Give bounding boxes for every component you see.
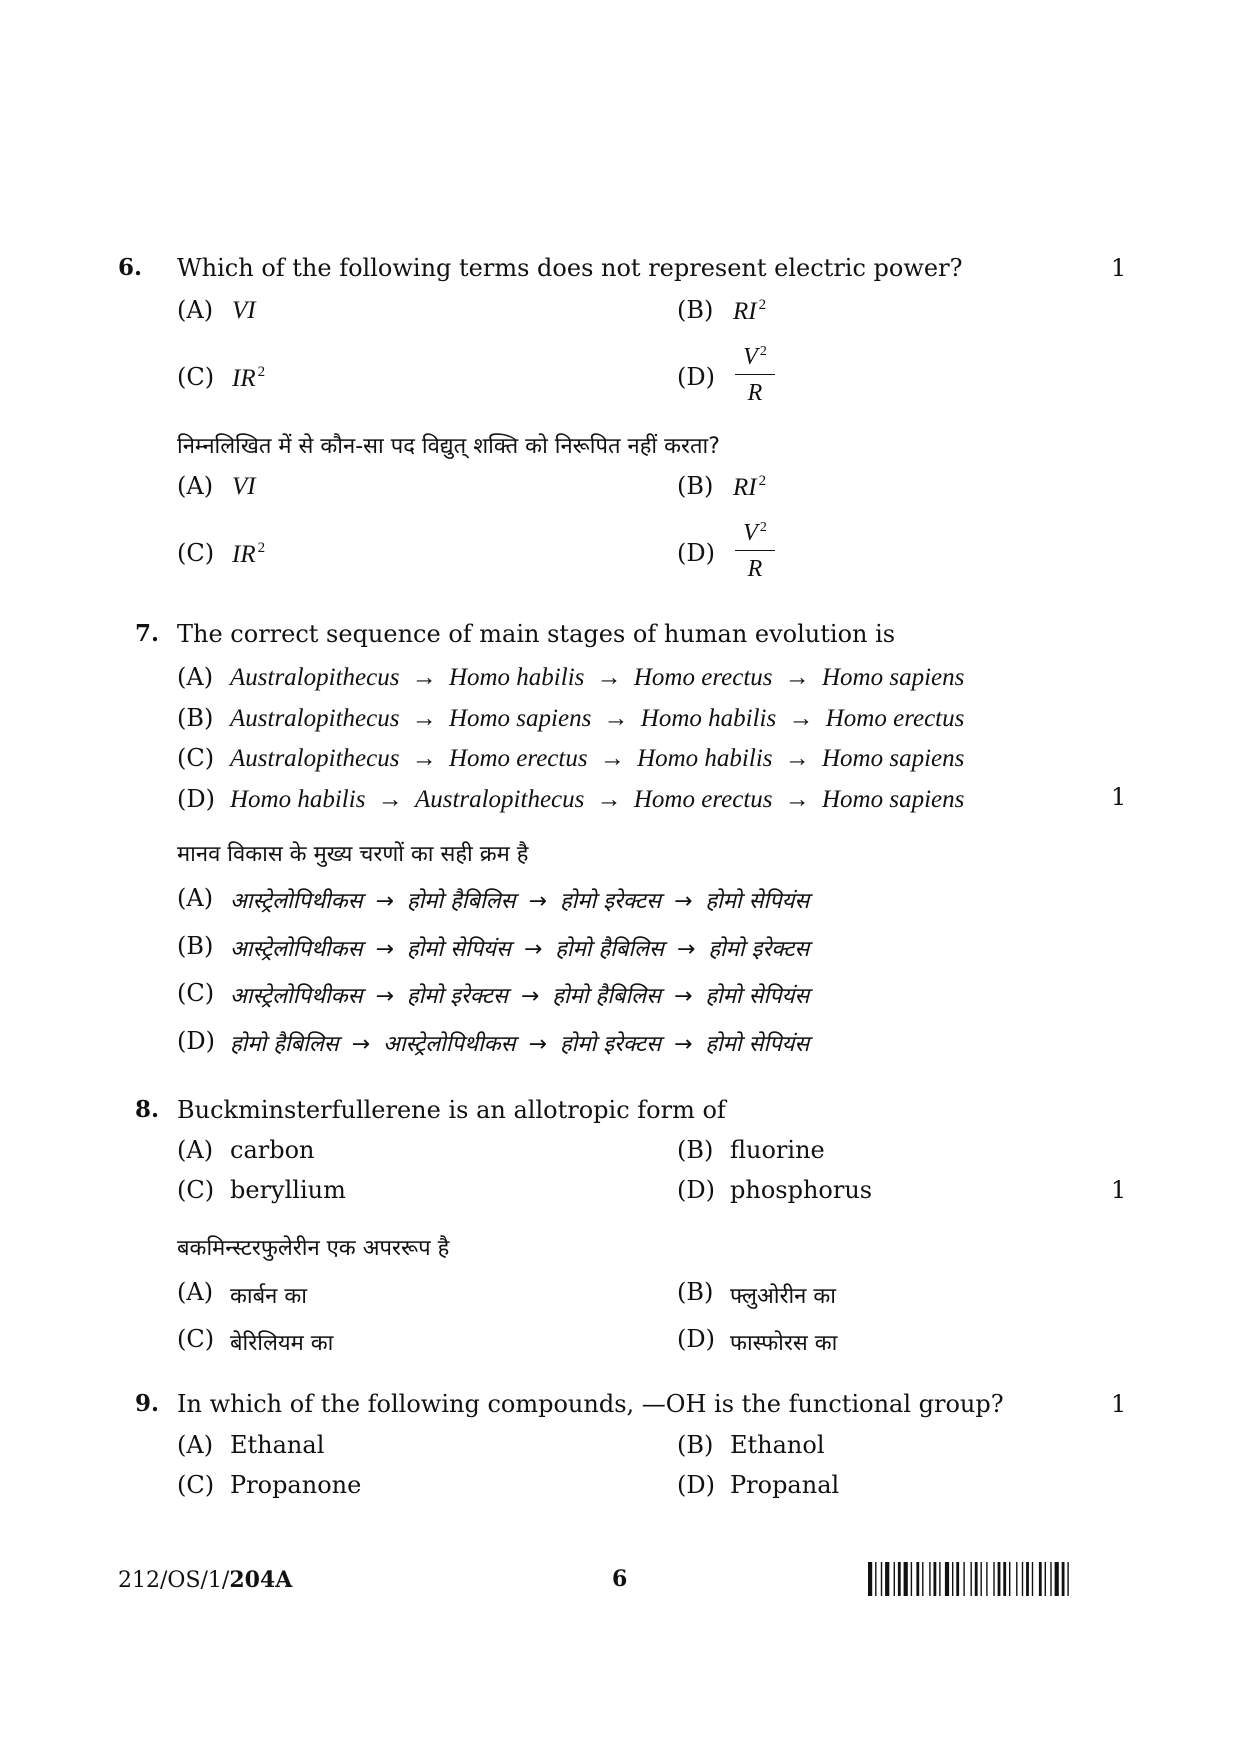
option-text: फ्लुओरीन का <box>730 1284 836 1309</box>
right-arrow-icon: → <box>368 936 401 962</box>
stage-term: आस्ट्रेलोपिथीकस <box>230 889 363 914</box>
right-arrow-icon: → <box>590 664 628 691</box>
formula-base: RI <box>733 298 757 325</box>
stage-term: Australopithecus <box>414 785 585 813</box>
right-arrow-icon: → <box>778 785 816 813</box>
option-d-fraction <box>735 520 775 583</box>
marks: 1 <box>1111 1176 1127 1204</box>
right-arrow-icon: → <box>666 1031 700 1057</box>
stage-term: होमो हैबिलिस <box>230 1031 339 1057</box>
stage-term: होमो इरेक्टस <box>406 984 508 1009</box>
fraction-numerator: V <box>743 344 758 370</box>
stage-term: होमो इरेक्टस <box>559 1031 661 1057</box>
option-label: (C) <box>177 1325 215 1353</box>
option-label: (A) <box>177 884 214 912</box>
right-arrow-icon: → <box>778 745 816 772</box>
marks: 1 <box>1111 783 1127 811</box>
formula-base: IR <box>232 365 256 392</box>
option-label: (A) <box>177 296 214 324</box>
option-a-formula: VI <box>232 297 256 324</box>
right-arrow-icon: → <box>405 664 443 691</box>
stage-term: Homo erectus <box>633 664 773 691</box>
question-text-en: The correct sequence of main stages of human evolution is <box>177 620 896 648</box>
stage-term: Australopithecus <box>230 745 400 772</box>
right-arrow-icon: → <box>371 785 409 813</box>
formula-exponent: 2 <box>257 540 266 556</box>
option-label: (A) <box>177 1136 214 1164</box>
paper-code <box>118 1567 292 1593</box>
option-label: (D) <box>677 539 715 567</box>
paper-code-bold: 204A <box>229 1567 293 1593</box>
stage-term: Homo erectus <box>633 785 773 813</box>
stage-term: आस्ट्रेलोपिथीकस <box>230 984 363 1009</box>
fraction-numerator: V <box>743 520 758 546</box>
option-sequence <box>230 664 964 692</box>
option-text: fluorine <box>730 1136 825 1164</box>
right-arrow-icon: → <box>669 936 703 962</box>
option-sequence <box>230 705 964 733</box>
option-a-formula: VI <box>232 473 256 500</box>
question-text-en: Which of the following terms does not represent electric power? <box>177 254 963 282</box>
right-arrow-icon: → <box>521 1031 554 1057</box>
option-text: Ethanal <box>230 1431 325 1459</box>
formula-base: RI <box>733 474 757 501</box>
question-text-hi: मानव विकास के मुख्य चरणों का सही क्रम है <box>177 842 529 867</box>
right-arrow-icon: → <box>778 664 816 691</box>
option-label: (C) <box>177 363 215 391</box>
stage-term: होमो इरेक्टस <box>559 889 661 914</box>
option-text: Propanal <box>730 1471 840 1499</box>
stage-term: होमो इरेक्टस <box>708 936 810 962</box>
right-arrow-icon: → <box>516 936 550 962</box>
option-label: (D) <box>677 1176 715 1204</box>
option-label: (A) <box>177 472 214 500</box>
option-label: (D) <box>177 784 215 813</box>
right-arrow-icon: → <box>666 984 700 1009</box>
option-sequence <box>230 885 809 915</box>
marks: 1 <box>1111 254 1127 282</box>
fraction-denominator: R <box>747 556 763 582</box>
formula-exponent: 2 <box>758 473 767 489</box>
option-label: (B) <box>177 931 214 960</box>
stage-term: Homo sapiens <box>448 704 592 732</box>
question-text-en: Buckminsterfullerene is an allotropic form of <box>177 1096 726 1124</box>
right-arrow-icon: → <box>590 785 628 813</box>
right-arrow-icon: → <box>368 889 401 914</box>
stage-term: होमो हैबिलिस <box>552 984 661 1009</box>
stage-term: Homo habilis <box>448 664 585 691</box>
option-sequence <box>230 786 964 814</box>
stage-term: Homo sapiens <box>822 785 965 813</box>
right-arrow-icon: → <box>597 704 635 732</box>
paper-code-prefix: 212/OS/1/ <box>118 1568 230 1593</box>
option-label: (A) <box>177 1278 214 1306</box>
option-text: phosphorus <box>730 1176 873 1204</box>
option-label: (B) <box>677 1136 714 1164</box>
option-label: (A) <box>177 1431 214 1459</box>
formula-base: IR <box>232 541 256 568</box>
option-text: carbon <box>230 1136 315 1164</box>
right-arrow-icon: → <box>405 745 443 772</box>
option-label: (B) <box>677 472 714 500</box>
right-arrow-icon: → <box>344 1031 378 1057</box>
question-number: 7. <box>135 620 160 647</box>
formula-exponent: 2 <box>759 520 767 535</box>
formula-exponent: 2 <box>758 297 767 313</box>
stage-term: Australopithecus <box>230 704 400 732</box>
option-text: Propanone <box>230 1471 362 1499</box>
option-d-fraction <box>735 344 775 407</box>
marks: 1 <box>1111 1390 1127 1418</box>
question-text-hi: निम्नलिखित में से कौन-सा पद विद्युत् शक्ति को निरूपित नहीं करता? <box>177 434 720 459</box>
option-label: (C) <box>177 979 215 1007</box>
option-label: (C) <box>177 744 215 772</box>
option-sequence <box>230 980 809 1010</box>
stage-term: होमो सेपियंस <box>406 936 511 962</box>
option-label: (B) <box>677 1278 714 1306</box>
option-b-formula <box>733 473 766 502</box>
stage-term: Homo habilis <box>637 745 773 772</box>
question-number: 6. <box>118 254 143 281</box>
stage-term: Homo habilis <box>640 704 777 732</box>
formula-exponent: 2 <box>257 364 266 380</box>
stage-term: होमो हैबिलिस <box>555 936 664 962</box>
option-text: बेरिलियम का <box>230 1331 334 1356</box>
option-text: beryllium <box>230 1176 346 1204</box>
stage-term: आस्ट्रेलोपिथीकस <box>230 936 363 962</box>
stage-term: होमो सेपियंस <box>705 889 810 914</box>
option-text: Ethanol <box>730 1431 825 1459</box>
barcode-graphic <box>868 1562 1128 1596</box>
stage-term: Homo habilis <box>230 785 366 813</box>
right-arrow-icon: → <box>405 704 443 732</box>
option-label: (B) <box>677 1431 714 1459</box>
option-label: (D) <box>677 363 715 391</box>
right-arrow-icon: → <box>521 889 554 914</box>
option-label: (A) <box>177 663 214 691</box>
option-label: (C) <box>177 1176 215 1204</box>
stage-term: Homo erectus <box>825 704 965 732</box>
page-number: 6 <box>612 1566 628 1592</box>
stage-term: होमो सेपियंस <box>705 1031 810 1057</box>
option-label: (D) <box>677 1471 715 1499</box>
right-arrow-icon: → <box>782 704 820 732</box>
option-label: (C) <box>177 539 215 567</box>
option-c-formula <box>232 364 265 393</box>
option-label: (B) <box>177 703 214 732</box>
question-text-en: In which of the following compounds, —OH is the functional group? <box>177 1390 1004 1418</box>
option-sequence <box>230 745 964 773</box>
question-text-hi: बकमिन्स्टरफुलेरीन एक अपररूप है <box>177 1236 450 1261</box>
question-number: 8. <box>135 1096 160 1123</box>
formula-exponent: 2 <box>759 344 767 359</box>
option-label: (B) <box>677 296 714 324</box>
stage-term: Australopithecus <box>230 664 400 691</box>
stage-term: Homo erectus <box>448 745 588 772</box>
stage-term: होमो सेपियंस <box>705 984 810 1009</box>
option-text: कार्बन का <box>230 1284 307 1309</box>
stage-term: होमो हैबिलिस <box>406 889 516 914</box>
option-label: (D) <box>677 1325 715 1353</box>
fraction-denominator: R <box>747 380 763 406</box>
stage-term: Homo sapiens <box>822 664 965 691</box>
stage-term: आस्ट्रेलोपिथीकस <box>383 1031 516 1057</box>
option-label: (C) <box>177 1471 215 1499</box>
question-number: 9. <box>135 1390 160 1417</box>
option-label: (D) <box>177 1026 215 1055</box>
right-arrow-icon: → <box>513 984 547 1009</box>
option-b-formula <box>733 297 766 326</box>
right-arrow-icon: → <box>666 889 700 914</box>
option-text: फास्फोरस का <box>730 1331 838 1356</box>
option-sequence <box>230 933 809 963</box>
stage-term: Homo sapiens <box>822 745 965 772</box>
option-sequence <box>230 1028 809 1058</box>
right-arrow-icon: → <box>593 745 632 772</box>
option-c-formula <box>232 540 265 569</box>
right-arrow-icon: → <box>368 984 401 1009</box>
